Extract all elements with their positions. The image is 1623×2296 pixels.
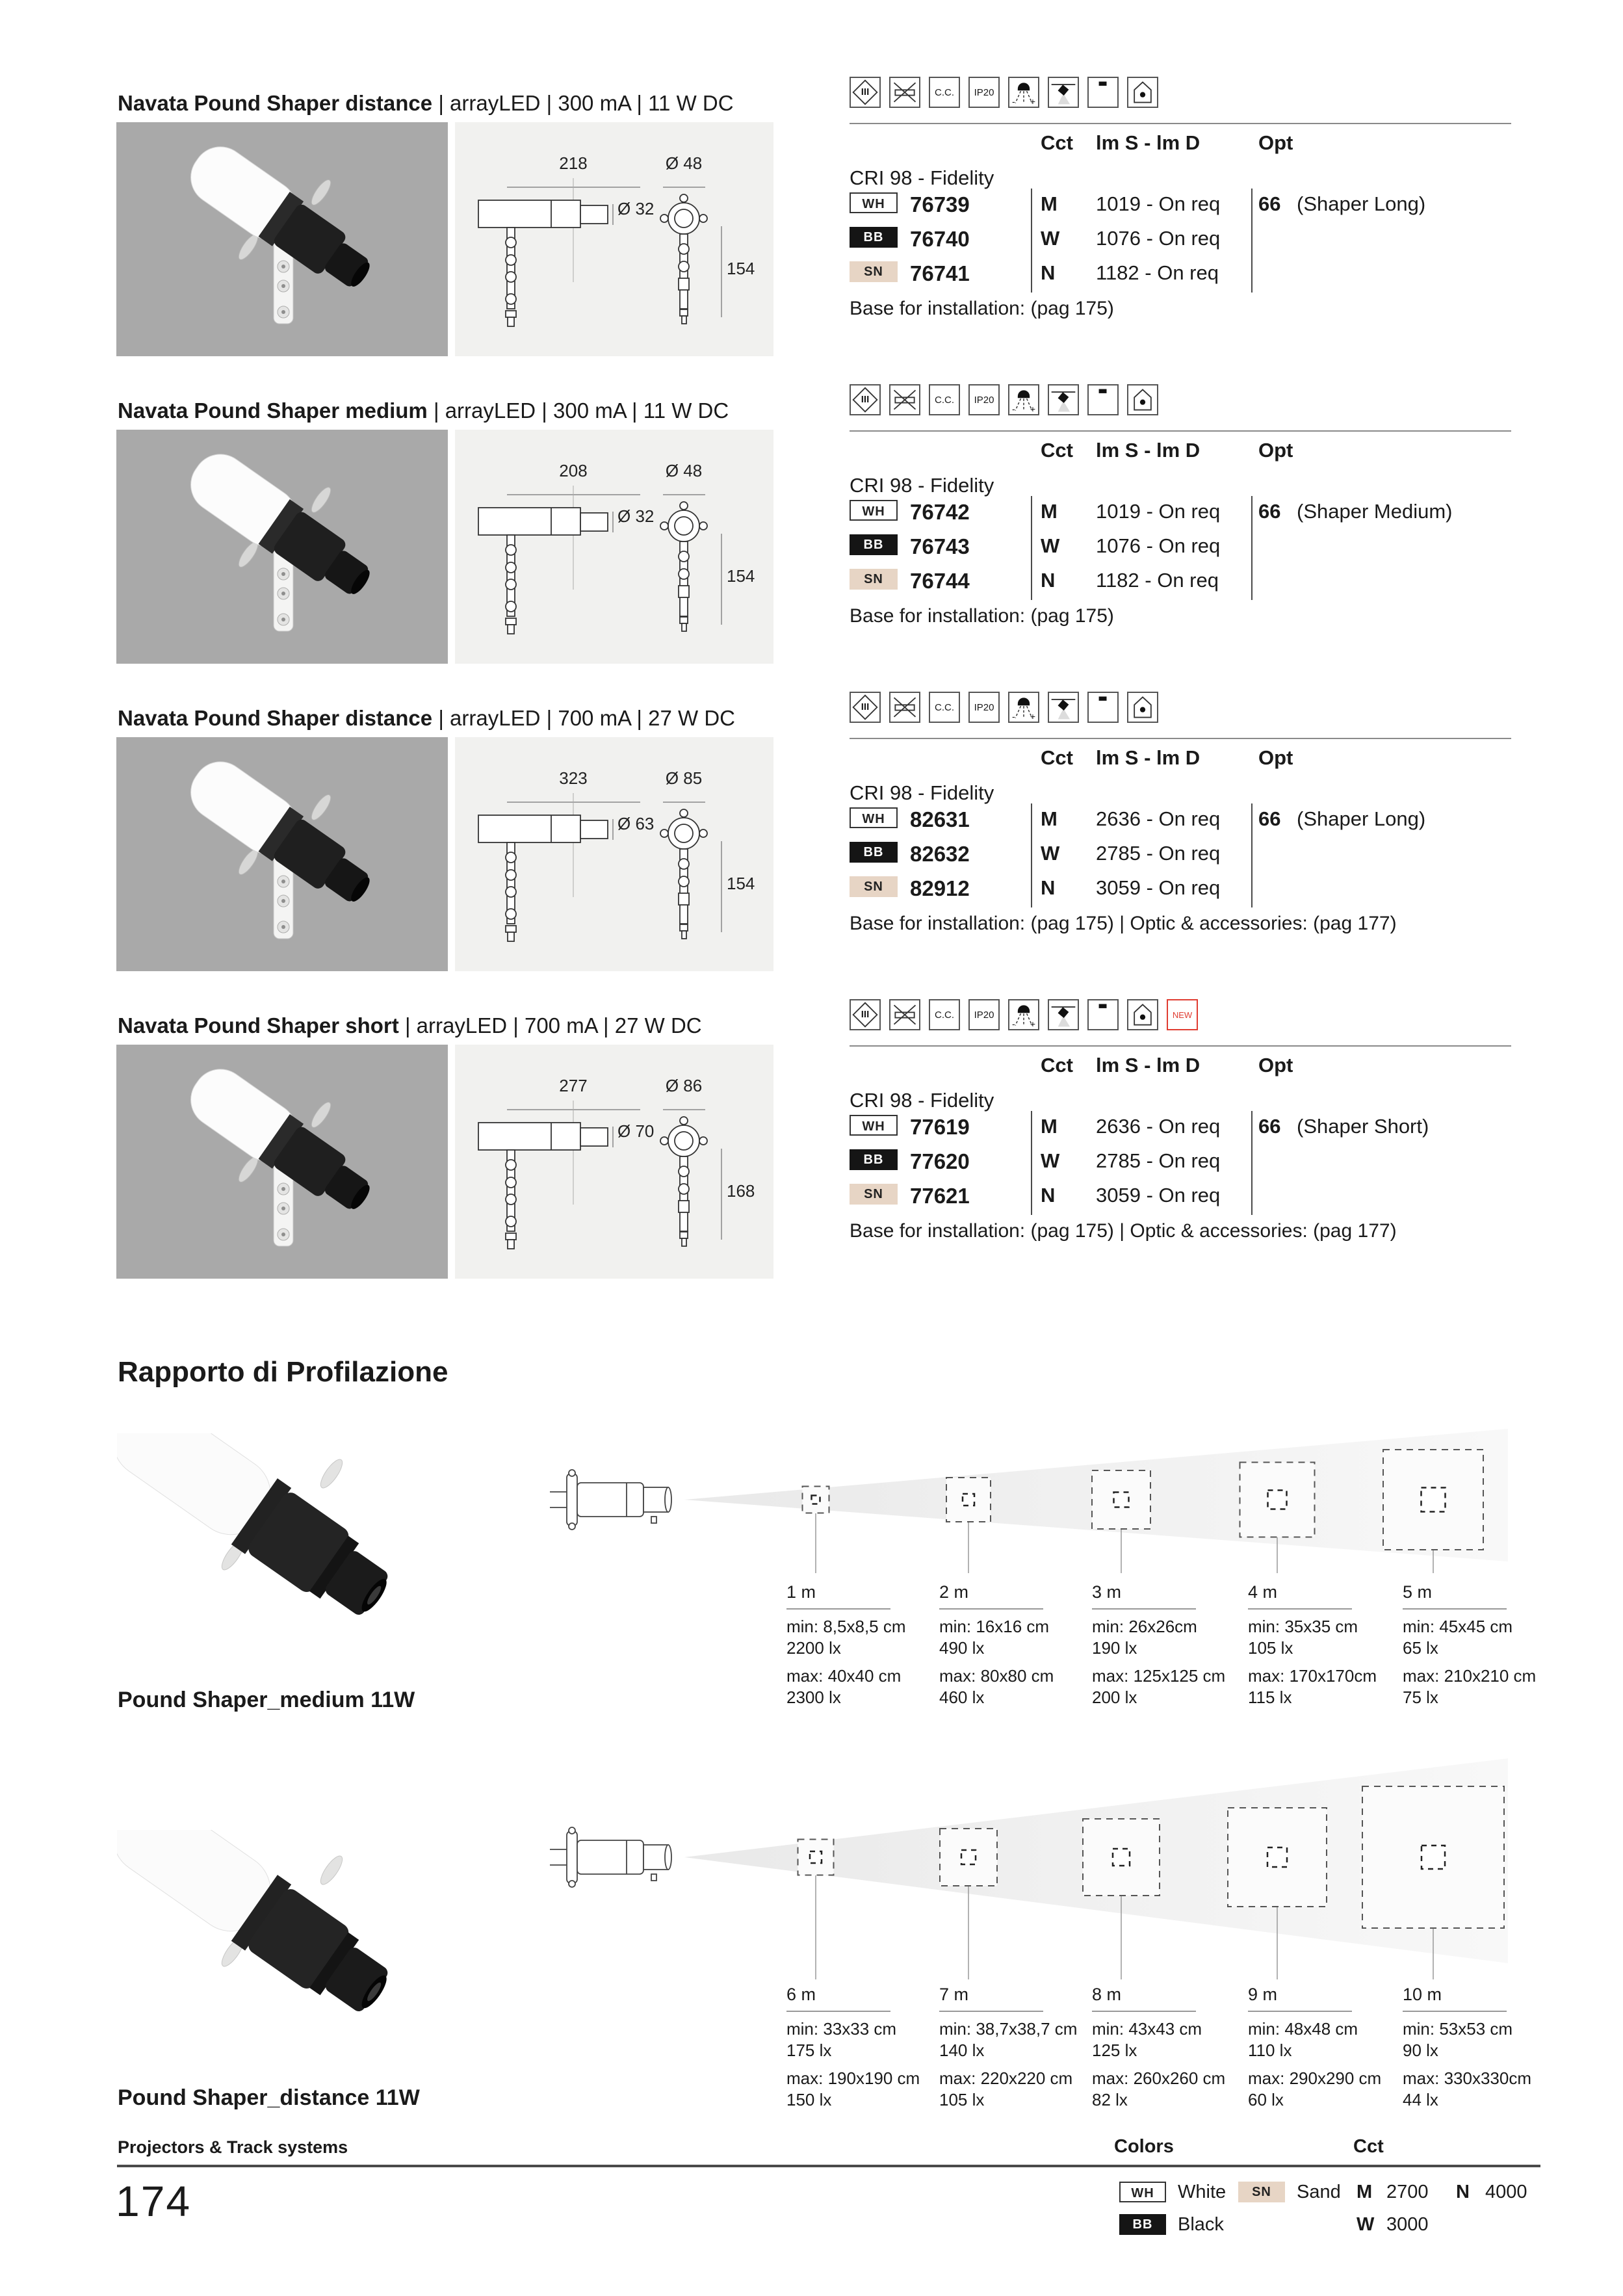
beam-min-lux: 2200 lx — [786, 1638, 841, 1658]
table-row — [0, 261, 1623, 289]
finish-badge: BB — [850, 227, 898, 248]
cct-value: 2700 — [1386, 2182, 1429, 2202]
table-row — [0, 227, 1623, 254]
cct-value: 4000 — [1485, 2182, 1527, 2202]
opt-code: 66 — [1258, 807, 1281, 830]
profiling-photo-distance — [117, 1830, 455, 2057]
finish-label: Black — [1178, 2214, 1224, 2235]
indoor-use-icon — [1127, 77, 1158, 108]
adjustable-beam-icon: - + — [1008, 384, 1039, 415]
product-subtitle: | arrayLED | 300 mA | 11 W DC — [438, 91, 734, 115]
dim-front-diameter: Ø 32 — [617, 506, 655, 526]
table-rule — [850, 738, 1511, 739]
adjustable-beam-icon: - + — [1008, 692, 1039, 723]
beam-max-lux: 105 lx — [939, 2090, 985, 2109]
finish-badge: SN — [850, 261, 898, 282]
product-code: 76742 — [910, 500, 970, 524]
dim-height: 154 — [727, 874, 755, 893]
table-rule — [850, 1045, 1511, 1047]
col-cct: Cct — [1041, 439, 1073, 462]
beam-rule — [939, 1608, 1043, 1610]
new-badge: NEW — [1167, 999, 1198, 1030]
product-subtitle: | arrayLED | 300 mA | 11 W DC — [433, 398, 729, 423]
ip-rating-icon: IP20 — [968, 384, 1000, 415]
cri-label: CRI 98 - Fidelity — [850, 1089, 994, 1112]
colors-legend-header: Colors — [1114, 2136, 1174, 2157]
cct-value: W — [1041, 534, 1060, 557]
table-rule — [850, 430, 1511, 432]
cri-label: CRI 98 - Fidelity — [850, 781, 994, 804]
product-code: 76739 — [910, 192, 970, 216]
product-name: Navata Pound Shaper distance — [118, 706, 433, 730]
col-opt: Opt — [1258, 439, 1293, 462]
beam-min-lux: 105 lx — [1248, 1638, 1293, 1658]
product-code: 76744 — [910, 569, 970, 593]
product-section-1 — [0, 77, 1623, 384]
opt-label: (Shaper Long) — [1297, 192, 1426, 215]
indoor-use-icon — [1127, 692, 1158, 723]
product-name: Navata Pound Shaper short — [118, 1013, 399, 1037]
lumen-value: 1019 - On req — [1096, 500, 1221, 523]
dim-height: 168 — [727, 1181, 755, 1201]
profiling-section-title: Rapporto di Profilazione — [118, 1356, 448, 1388]
col-cct: Cct — [1041, 131, 1073, 154]
beam-min-lux: 90 lx — [1403, 2041, 1438, 2060]
cct-code: W — [1357, 2214, 1375, 2235]
finish-badge: BB — [850, 842, 898, 863]
tilt-projector-icon — [1048, 77, 1079, 108]
beam-max-lux: 150 lx — [786, 2090, 832, 2109]
lumen-value: 2636 - On req — [1096, 807, 1221, 830]
attribute-icons — [850, 692, 1158, 723]
no-cover-icon — [889, 999, 920, 1030]
beam-rule — [786, 1608, 890, 1610]
product-code: 82632 — [910, 842, 970, 866]
table-row — [0, 192, 1623, 220]
cct-value: N — [1041, 876, 1056, 899]
beam-max: max: 210x210 cm — [1403, 1666, 1537, 1686]
cct-value: W — [1041, 1149, 1060, 1172]
lumen-value: 1019 - On req — [1096, 192, 1221, 215]
cct-value: M — [1041, 1115, 1058, 1138]
beam-max-lux: 44 lx — [1403, 2090, 1438, 2109]
opt-code: 66 — [1258, 500, 1281, 523]
opt-label: (Shaper Medium) — [1297, 500, 1453, 523]
constant-current-icon: C.C. — [929, 77, 960, 108]
product-code: 76743 — [910, 534, 970, 558]
lumen-value: 2785 - On req — [1096, 1149, 1221, 1172]
constant-current-icon: C.C. — [929, 384, 960, 415]
finish-label: Sand — [1297, 2182, 1341, 2202]
tilt-projector-icon — [1048, 692, 1079, 723]
dim-length: 323 — [559, 768, 588, 788]
beam-max-lux: 115 lx — [1248, 1688, 1292, 1707]
cct-code: N — [1456, 2182, 1470, 2202]
beam-min-lux: 175 lx — [786, 2041, 832, 2060]
constant-current-icon: C.C. — [929, 999, 960, 1030]
beam-distance: 7 m — [939, 1985, 969, 2004]
beam-max: max: 80x80 cm — [939, 1666, 1054, 1686]
col-lumen: lm S - lm D — [1096, 746, 1201, 769]
beam-distance: 6 m — [786, 1985, 816, 2004]
col-cct: Cct — [1041, 746, 1073, 769]
cct-value: N — [1041, 569, 1056, 592]
product-subtitle: | arrayLED | 700 mA | 27 W DC — [438, 706, 736, 730]
beam-max-lux: 75 lx — [1403, 1688, 1438, 1707]
beam-rule — [939, 2011, 1043, 2012]
product-code: 82631 — [910, 807, 970, 831]
opt-code: 66 — [1258, 192, 1281, 215]
product-name: Navata Pound Shaper medium — [118, 398, 428, 423]
beam-min: min: 38,7x38,7 cm — [939, 2019, 1078, 2039]
indoor-use-icon — [1127, 999, 1158, 1030]
finish-badge: WH — [850, 500, 898, 521]
table-row — [0, 500, 1623, 527]
product-section-4 — [0, 999, 1623, 1307]
beam-data-point — [1403, 1582, 1555, 1708]
product-section-2 — [0, 384, 1623, 692]
dim-front-diameter: Ø 63 — [617, 814, 655, 833]
lumen-value: 1182 - On req — [1096, 261, 1219, 284]
cct-value: 3000 — [1386, 2214, 1429, 2235]
cct-value: N — [1041, 261, 1056, 284]
table-rule — [850, 123, 1511, 124]
beam-rule — [1092, 2011, 1196, 2012]
dim-height: 154 — [727, 259, 755, 278]
cct-value: M — [1041, 500, 1058, 523]
table-row — [0, 534, 1623, 562]
beam-max-lux: 82 lx — [1092, 2090, 1128, 2109]
cct-value: W — [1041, 842, 1060, 865]
dim-length: 277 — [559, 1076, 588, 1095]
tilt-projector-icon — [1048, 384, 1079, 415]
col-lumen: lm S - lm D — [1096, 131, 1201, 154]
class-iii-icon: III — [850, 77, 881, 108]
finish-badge: WH — [850, 1115, 898, 1136]
col-opt: Opt — [1258, 746, 1293, 769]
beam-max-lux: 2300 lx — [786, 1688, 841, 1707]
cct-code: M — [1357, 2182, 1373, 2202]
product-subtitle: | arrayLED | 700 mA | 27 W DC — [404, 1013, 702, 1037]
beam-data-point — [939, 1984, 1092, 2111]
installation-note: Base for installation: (pag 175) — [850, 605, 1114, 627]
product-code: 77620 — [910, 1149, 970, 1173]
finish-badge: BB — [850, 534, 898, 555]
ceiling-mount-icon — [1087, 77, 1119, 108]
product-title — [118, 706, 735, 731]
indoor-use-icon — [1127, 384, 1158, 415]
beam-min-lux: 190 lx — [1092, 1638, 1137, 1658]
finish-badge: BB — [1119, 2214, 1166, 2235]
beam-max-lux: 460 lx — [939, 1688, 985, 1707]
opt-label: (Shaper Short) — [1297, 1115, 1429, 1138]
dim-height: 154 — [727, 566, 755, 586]
col-lumen: lm S - lm D — [1096, 1054, 1201, 1076]
beam-distance: 1 m — [786, 1582, 816, 1602]
beam-min: min: 48x48 cm — [1248, 2019, 1358, 2039]
installation-note: Base for installation: (pag 175) | Optic & accessories: (pag 177) — [850, 1220, 1397, 1242]
lumen-value: 3059 - On req — [1096, 1184, 1221, 1207]
dim-length: 208 — [559, 461, 588, 480]
dim-diameter: Ø 48 — [665, 461, 703, 480]
beam-data-point — [786, 1984, 939, 2111]
ceiling-mount-icon — [1087, 384, 1119, 415]
cri-label: CRI 98 - Fidelity — [850, 166, 994, 189]
installation-note: Base for installation: (pag 175) | Optic & accessories: (pag 177) — [850, 913, 1397, 934]
beam-distance: 3 m — [1092, 1582, 1122, 1602]
beam-data-point — [1248, 1582, 1401, 1708]
product-code: 77621 — [910, 1184, 970, 1208]
page-number: 174 — [116, 2177, 192, 2225]
beam-data-point — [786, 1582, 939, 1708]
table-row — [0, 842, 1623, 869]
beam-distance: 8 m — [1092, 1985, 1122, 2004]
footer-rule — [117, 2165, 1540, 2167]
dim-front-diameter: Ø 32 — [617, 199, 655, 218]
beam-min: min: 16x16 cm — [939, 1617, 1050, 1636]
product-code: 76741 — [910, 261, 970, 285]
product-section-3 — [0, 692, 1623, 999]
product-title — [118, 398, 729, 423]
product-title — [118, 1013, 702, 1038]
adjustable-beam-icon: - + — [1008, 999, 1039, 1030]
beam-max: max: 190x190 cm — [786, 2068, 920, 2088]
table-row — [0, 876, 1623, 904]
opt-label: (Shaper Long) — [1297, 807, 1426, 830]
beam-max: max: 40x40 cm — [786, 1666, 902, 1686]
ceiling-mount-icon — [1087, 692, 1119, 723]
beam-min-lux: 140 lx — [939, 2041, 985, 2060]
finish-badge: WH — [850, 807, 898, 828]
profiling-photo-medium — [117, 1433, 455, 1661]
lumen-value: 1076 - On req — [1096, 227, 1221, 250]
beam-max: max: 330x330cm — [1403, 2068, 1531, 2088]
beam-distance: 2 m — [939, 1582, 969, 1602]
finish-label: White — [1178, 2182, 1227, 2202]
lumen-value: 2636 - On req — [1096, 1115, 1221, 1138]
finish-badge: WH — [850, 192, 898, 213]
no-cover-icon — [889, 384, 920, 415]
beam-min: min: 45x45 cm — [1403, 1617, 1513, 1636]
cct-value: M — [1041, 807, 1058, 830]
finish-badge: SN — [850, 569, 898, 590]
lumen-value: 1182 - On req — [1096, 569, 1219, 592]
lumen-value: 3059 - On req — [1096, 876, 1221, 899]
beam-data-point — [939, 1582, 1092, 1708]
product-code: 77619 — [910, 1115, 970, 1139]
no-cover-icon — [889, 77, 920, 108]
beam-max: max: 290x290 cm — [1248, 2068, 1382, 2088]
footer-section-title: Projectors & Track systems — [118, 2137, 348, 2157]
beam-data-point — [1248, 1984, 1401, 2111]
dim-diameter: Ø 85 — [665, 768, 703, 788]
beam-max-lux: 60 lx — [1248, 2090, 1284, 2109]
finish-badge: BB — [850, 1149, 898, 1170]
beam-distance: 4 m — [1248, 1582, 1278, 1602]
adjustable-beam-icon: - + — [1008, 77, 1039, 108]
product-title — [118, 91, 734, 116]
dim-diameter: Ø 86 — [665, 1076, 703, 1095]
ip-rating-icon: IP20 — [968, 692, 1000, 723]
beam-data-point — [1092, 1984, 1245, 2111]
beam-min-lux: 110 lx — [1248, 2041, 1292, 2060]
beam-min-lux: 125 lx — [1092, 2041, 1137, 2060]
product-code: 76740 — [910, 227, 970, 251]
table-row — [0, 1184, 1623, 1211]
beam-min-lux: 65 lx — [1403, 1638, 1438, 1658]
installation-note: Base for installation: (pag 175) — [850, 298, 1114, 319]
tilt-projector-icon — [1048, 999, 1079, 1030]
beam-min: min: 26x26cm — [1092, 1617, 1197, 1636]
cct-value: M — [1041, 192, 1058, 215]
col-opt: Opt — [1258, 1054, 1293, 1076]
attribute-icons — [850, 384, 1158, 415]
beam-min: min: 33x33 cm — [786, 2019, 897, 2039]
opt-code: 66 — [1258, 1115, 1281, 1138]
class-iii-icon: III — [850, 999, 881, 1030]
finish-badge: WH — [1119, 2182, 1166, 2202]
beam-data-point — [1092, 1582, 1245, 1708]
table-row — [0, 807, 1623, 835]
no-cover-icon — [889, 692, 920, 723]
table-row — [0, 1115, 1623, 1142]
ip-rating-icon: IP20 — [968, 999, 1000, 1030]
beam-distance: 10 m — [1403, 1985, 1442, 2004]
table-row — [0, 569, 1623, 596]
lumen-value: 2785 - On req — [1096, 842, 1221, 865]
beam-data-point — [1403, 1984, 1555, 2111]
profiling-product-label: Pound Shaper_distance 11W — [118, 2085, 420, 2110]
beam-rule — [1403, 2011, 1507, 2012]
cct-value: W — [1041, 227, 1060, 250]
beam-min: min: 43x43 cm — [1092, 2019, 1202, 2039]
lumen-value: 1076 - On req — [1096, 534, 1221, 557]
beam-max: max: 260x260 cm — [1092, 2068, 1226, 2088]
dim-front-diameter: Ø 70 — [617, 1121, 655, 1141]
beam-distance: 5 m — [1403, 1582, 1433, 1602]
cct-value: N — [1041, 1184, 1056, 1207]
constant-current-icon: C.C. — [929, 692, 960, 723]
beam-min: min: 35x35 cm — [1248, 1617, 1358, 1636]
beam-rule — [786, 2011, 890, 2012]
product-code: 82912 — [910, 876, 970, 900]
beam-min-lux: 490 lx — [939, 1638, 985, 1658]
profiling-product-label: Pound Shaper_medium 11W — [118, 1688, 415, 1712]
beam-rule — [1248, 2011, 1352, 2012]
finish-badge: SN — [850, 876, 898, 897]
cct-legend-header: Cct — [1353, 2136, 1384, 2157]
dim-diameter: Ø 48 — [665, 153, 703, 173]
attribute-icons — [850, 999, 1198, 1030]
product-name: Navata Pound Shaper distance — [118, 91, 433, 115]
table-row — [0, 1149, 1623, 1177]
ceiling-mount-icon — [1087, 999, 1119, 1030]
beam-rule — [1403, 1608, 1507, 1610]
beam-max: max: 220x220 cm — [939, 2068, 1073, 2088]
attribute-icons — [850, 77, 1158, 108]
finish-badge: SN — [1238, 2182, 1285, 2202]
ip-rating-icon: IP20 — [968, 77, 1000, 108]
beam-rule — [1248, 1608, 1352, 1610]
dim-length: 218 — [559, 153, 588, 173]
finish-badge: SN — [850, 1184, 898, 1205]
class-iii-icon: III — [850, 692, 881, 723]
beam-max: max: 125x125 cm — [1092, 1666, 1226, 1686]
beam-max-lux: 200 lx — [1092, 1688, 1137, 1707]
beam-min: min: 53x53 cm — [1403, 2019, 1513, 2039]
beam-min: min: 8,5x8,5 cm — [786, 1617, 906, 1636]
beam-distance: 9 m — [1248, 1985, 1278, 2004]
beam-max: max: 170x170cm — [1248, 1666, 1377, 1686]
col-lumen: lm S - lm D — [1096, 439, 1201, 462]
col-cct: Cct — [1041, 1054, 1073, 1076]
cri-label: CRI 98 - Fidelity — [850, 474, 994, 497]
col-opt: Opt — [1258, 131, 1293, 154]
class-iii-icon: III — [850, 384, 881, 415]
beam-rule — [1092, 1608, 1196, 1610]
